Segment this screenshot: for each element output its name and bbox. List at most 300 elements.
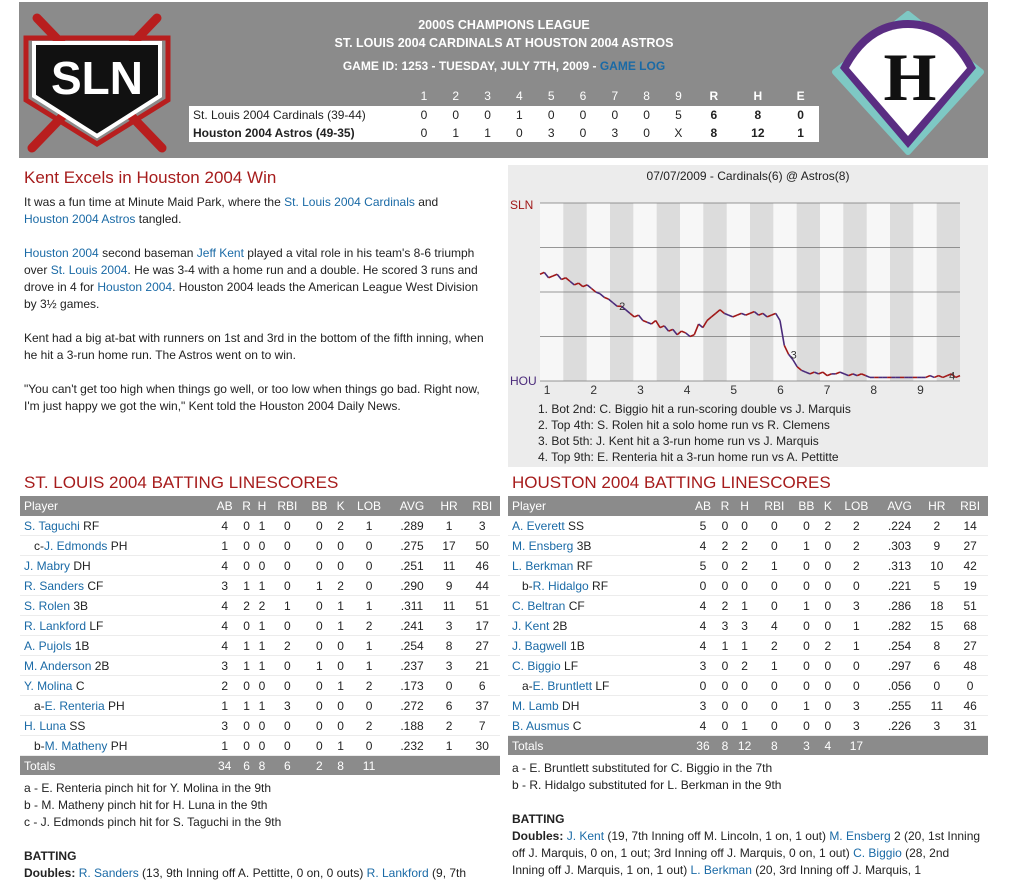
stat-cell: 68 xyxy=(952,616,988,636)
stat-cell: 1 xyxy=(305,656,333,676)
stat-cell: 1 xyxy=(756,556,792,576)
table-row xyxy=(508,656,988,676)
stat-cell: 6 xyxy=(464,676,500,696)
stat-cell: 0 xyxy=(254,716,269,736)
stat-cell: 0 xyxy=(792,656,821,676)
stat-cell: 2 xyxy=(334,576,348,596)
column-header: R xyxy=(239,496,254,516)
event-marker: 3 xyxy=(790,349,797,362)
home-doubles xyxy=(512,828,982,879)
total-e: 0 xyxy=(782,106,819,124)
stat-cell: 0 xyxy=(689,676,718,696)
totals-cell: 17 xyxy=(835,736,878,756)
player-link[interactable]: M. Matheny xyxy=(44,738,108,753)
stat-cell: 0 xyxy=(270,616,306,636)
inning-header: 1 xyxy=(420,89,428,103)
stat-cell: 0 xyxy=(921,676,952,696)
player-link[interactable]: A. Everett xyxy=(512,518,565,533)
stat-cell: 11 xyxy=(921,696,952,716)
player-cell xyxy=(20,716,210,736)
inning-runs: 0 xyxy=(535,106,567,124)
table-row xyxy=(20,656,500,676)
stat-cell: 4 xyxy=(689,716,718,736)
stat-cell: 3 xyxy=(689,696,718,716)
stat-cell: 1 xyxy=(254,576,269,596)
totals-cell: 34 xyxy=(210,756,238,776)
totals-row xyxy=(508,736,988,756)
player-link[interactable]: M. Anderson xyxy=(24,658,92,673)
totals-label: Totals xyxy=(508,736,689,756)
stat-cell: 11 xyxy=(434,556,465,576)
stat-cell: 4 xyxy=(756,616,792,636)
player-cell xyxy=(20,736,210,756)
player-position: C xyxy=(72,678,85,693)
stat-cell: 4 xyxy=(689,636,718,656)
stat-cell: 3 xyxy=(434,656,465,676)
player-link[interactable]: R. Lankford xyxy=(24,618,87,633)
stat-cell: 1 xyxy=(792,696,821,716)
stat-cell: 42 xyxy=(952,556,988,576)
player-link[interactable]: J. Edmonds xyxy=(44,538,108,553)
stat-cell: 0 xyxy=(305,696,333,716)
stat-cell: 0 xyxy=(792,636,821,656)
team-link-cardinals[interactable]: St. Louis 2004 Cardinals xyxy=(284,195,415,209)
stat-cell: 2 xyxy=(270,636,306,656)
stat-cell: 48 xyxy=(952,656,988,676)
chart-event: 1. Bot 2nd: C. Biggio hit a run-scoring double vs J. Marquis xyxy=(538,402,851,416)
x-tick-label: 4 xyxy=(683,383,691,397)
table-row xyxy=(508,636,988,656)
stat-cell: 8 xyxy=(434,636,465,656)
column-header: H xyxy=(254,496,269,516)
linescore-home-row xyxy=(189,124,819,142)
home-batting-heading: BATTING xyxy=(512,812,565,826)
player-cell xyxy=(20,696,210,716)
stat-cell: 2 xyxy=(717,596,732,616)
stat-cell: 1 xyxy=(792,536,821,556)
stat-cell: 0 xyxy=(733,696,757,716)
player-link[interactable]: S. Rolen xyxy=(24,598,71,613)
player-cell xyxy=(508,676,689,696)
stat-cell: 50 xyxy=(464,536,500,556)
stat-cell: 1 xyxy=(239,656,254,676)
player-link[interactable]: E. Bruntlett xyxy=(532,678,593,693)
player-link[interactable]: R. Hidalgo xyxy=(532,578,589,593)
player-cell xyxy=(20,576,210,596)
stat-cell: 4 xyxy=(689,536,718,556)
stat-cell: .232 xyxy=(390,736,433,756)
stat-cell: 1 xyxy=(733,716,757,736)
player-link[interactable]: B. Ausmus xyxy=(512,718,570,733)
doubles-text: (20, 3rd Inning off J. Marquis, 1 xyxy=(751,863,922,877)
stat-cell: 8 xyxy=(921,636,952,656)
event-marker: 2 xyxy=(619,301,626,314)
stat-cell: 2 xyxy=(733,536,757,556)
stat-cell: 1 xyxy=(254,656,269,676)
story-paragraph-3: Kent had a big at-bat with runners on 1st and 3rd in the bottom of the fifth inning, when he hit a 3-run home run. The Astros went on to win. xyxy=(24,331,484,362)
player-link[interactable]: R. Sanders xyxy=(78,866,139,880)
player-cell xyxy=(508,696,689,716)
stat-cell: 4 xyxy=(210,636,238,656)
stat-cell: 2 xyxy=(733,656,757,676)
team-link-st-louis[interactable]: St. Louis 2004 xyxy=(50,263,128,277)
column-header: Player xyxy=(20,496,210,516)
stat-cell: 2 xyxy=(756,636,792,656)
stat-cell: 0 xyxy=(305,536,333,556)
stat-cell: 0 xyxy=(733,516,757,536)
stat-cell: 15 xyxy=(921,616,952,636)
stat-cell: 5 xyxy=(921,576,952,596)
stat-cell: 2 xyxy=(921,516,952,536)
stat-cell: 2 xyxy=(254,596,269,616)
stat-cell: 4 xyxy=(689,616,718,636)
stat-cell: 17 xyxy=(464,616,500,636)
totals-blank xyxy=(390,756,433,776)
table-row xyxy=(508,596,988,616)
player-link[interactable]: S. Taguchi xyxy=(24,518,80,533)
table-row xyxy=(508,716,988,736)
stat-cell: 0 xyxy=(254,556,269,576)
inning-runs: 0 xyxy=(408,106,440,124)
table-row xyxy=(20,696,500,716)
stat-cell: 3 xyxy=(835,596,878,616)
x-tick-label: 6 xyxy=(777,383,784,397)
inning-runs: 0 xyxy=(440,106,472,124)
stat-cell: .221 xyxy=(878,576,922,596)
stat-cell: .226 xyxy=(878,716,922,736)
column-header: LOB xyxy=(348,496,391,516)
inning-runs: 1 xyxy=(440,124,472,142)
stat-cell: 2 xyxy=(835,516,878,536)
column-header: AB xyxy=(210,496,238,516)
stat-cell: 0 xyxy=(334,656,348,676)
stat-cell: 2 xyxy=(717,536,732,556)
totals-cell: 11 xyxy=(348,756,391,776)
stat-cell: 1 xyxy=(305,576,333,596)
player-link[interactable]: M. Ensberg xyxy=(829,829,891,843)
story-paragraph-2 xyxy=(24,245,484,313)
stat-cell: .297 xyxy=(878,656,922,676)
column-header: AVG xyxy=(878,496,922,516)
stat-cell: 0 xyxy=(821,556,835,576)
stat-cell: 11 xyxy=(434,596,465,616)
stat-cell: 0 xyxy=(239,716,254,736)
chart-events xyxy=(538,401,851,465)
column-header: BB xyxy=(305,496,333,516)
player-position: 2B xyxy=(549,618,568,633)
stat-cell: 0 xyxy=(792,556,821,576)
stat-cell: .313 xyxy=(878,556,922,576)
column-header: Player xyxy=(508,496,689,516)
totals-cell: 36 xyxy=(689,736,718,756)
column-header: BB xyxy=(792,496,821,516)
table-row xyxy=(508,696,988,716)
stat-cell: 1 xyxy=(239,696,254,716)
game-id-date: GAME ID: 1253 - TUESDAY, JULY 7TH, 2009 - xyxy=(342,59,600,73)
stat-cell: 17 xyxy=(434,536,465,556)
stat-cell: 0 xyxy=(821,596,835,616)
column-header: RBI xyxy=(464,496,500,516)
x-tick-label: 1 xyxy=(543,383,551,397)
table-row xyxy=(20,716,500,736)
stat-cell: 37 xyxy=(464,696,500,716)
stat-cell: 0 xyxy=(254,736,269,756)
game-info xyxy=(189,59,819,73)
stat-cell: 0 xyxy=(305,736,333,756)
player-link[interactable]: L. Berkman xyxy=(690,863,752,877)
stat-cell: .272 xyxy=(390,696,433,716)
player-cell xyxy=(20,536,210,556)
linescore-header xyxy=(189,86,819,106)
story-text: tangled. xyxy=(135,212,182,226)
away-batting-notes xyxy=(24,780,281,831)
player-link[interactable]: Y. Molina xyxy=(24,678,73,693)
player-link[interactable]: R. Sanders xyxy=(24,578,85,593)
x-tick-label: 3 xyxy=(637,383,644,397)
stat-cell: 1 xyxy=(434,736,465,756)
stat-cell: .282 xyxy=(878,616,922,636)
stat-cell: .241 xyxy=(390,616,433,636)
player-cell xyxy=(20,636,210,656)
stat-cell: 0 xyxy=(717,716,732,736)
chart-event: 4. Top 9th: E. Renteria hit a 3-run home run vs A. Pettitte xyxy=(538,450,839,464)
sub-prefix: c- xyxy=(34,538,44,553)
stat-cell: 0 xyxy=(756,696,792,716)
inning-runs: 3 xyxy=(599,124,631,142)
player-position: PH xyxy=(107,538,128,553)
stat-cell: 2 xyxy=(733,556,757,576)
player-cell xyxy=(20,596,210,616)
stat-cell: .311 xyxy=(390,596,433,616)
stat-cell: 0 xyxy=(270,536,306,556)
player-position: CF xyxy=(565,598,585,613)
stat-cell: 18 xyxy=(921,596,952,616)
stat-cell: 5 xyxy=(689,556,718,576)
stat-cell: 0 xyxy=(254,536,269,556)
stat-cell: 0 xyxy=(821,676,835,696)
inning-header: 5 xyxy=(547,89,555,103)
stat-cell: 2 xyxy=(210,676,238,696)
player-position: 2B xyxy=(91,658,110,673)
player-link[interactable]: E. Renteria xyxy=(44,698,105,713)
player-link[interactable]: M. Lamb xyxy=(512,698,559,713)
stat-cell: 3 xyxy=(210,716,238,736)
league-title: 2000S CHAMPIONS LEAGUE xyxy=(418,18,590,32)
player-position: 1B xyxy=(566,638,585,653)
stat-cell: 3 xyxy=(434,616,465,636)
stat-cell: 2 xyxy=(821,516,835,536)
stat-cell: 3 xyxy=(689,656,718,676)
stat-cell: 0 xyxy=(270,676,306,696)
stat-cell: 0 xyxy=(305,516,333,536)
totals-blank xyxy=(878,736,922,756)
sub-note: a - E. Renteria pinch hit for Y. Molina in the 9th xyxy=(24,781,272,795)
stat-cell: .275 xyxy=(390,536,433,556)
stat-cell: 0 xyxy=(717,576,732,596)
inning-runs: 0 xyxy=(503,124,535,142)
stat-cell: 0 xyxy=(348,556,391,576)
stat-cell: 0 xyxy=(756,536,792,556)
rhe-header: E xyxy=(796,89,805,103)
sub-prefix: b- xyxy=(522,578,533,593)
stat-cell: 2 xyxy=(821,636,835,656)
stat-cell: 4 xyxy=(210,596,238,616)
player-position: 3B xyxy=(70,598,89,613)
player-position: PH xyxy=(104,698,125,713)
total-h: 8 xyxy=(733,106,782,124)
player-link[interactable]: H. Luna xyxy=(24,718,67,733)
totals-cell: 4 xyxy=(821,736,835,756)
totals-cell: 8 xyxy=(717,736,732,756)
table-row xyxy=(20,596,500,616)
player-position: RF xyxy=(573,558,593,573)
stat-cell: 0 xyxy=(305,616,333,636)
player-link-jeff-kent[interactable]: Jeff Kent xyxy=(196,246,244,260)
stat-cell: 3 xyxy=(210,576,238,596)
stat-cell: 0 xyxy=(305,676,333,696)
inning-runs: 0 xyxy=(631,124,663,142)
inning-header: 2 xyxy=(452,89,460,103)
player-link[interactable]: A. Pujols xyxy=(24,638,72,653)
player-position: SS xyxy=(564,518,585,533)
stat-cell: 1 xyxy=(334,736,348,756)
player-link[interactable]: C. Biggio xyxy=(853,846,902,860)
player-cell xyxy=(508,656,689,676)
stat-cell: 46 xyxy=(464,556,500,576)
sub-note: a - E. Bruntlett substituted for C. Biggio in the 7th xyxy=(512,761,773,775)
total-r: 6 xyxy=(694,106,733,124)
stat-cell: 2 xyxy=(334,516,348,536)
story-text: played a vital role in his team's 8-6 triumph over xyxy=(24,246,475,277)
sub-prefix: a- xyxy=(34,698,45,713)
game-log-link[interactable]: GAME LOG xyxy=(599,59,666,73)
stat-cell: 4 xyxy=(210,616,238,636)
stat-cell: .289 xyxy=(390,516,433,536)
stat-cell: 0 xyxy=(835,656,878,676)
table-row xyxy=(508,616,988,636)
matchup-title: ST. LOUIS 2004 CARDINALS AT HOUSTON 2004 ASTROS xyxy=(334,36,674,50)
stat-cell: 0 xyxy=(334,636,348,656)
rhe-header: R xyxy=(709,89,719,103)
stat-cell: .251 xyxy=(390,556,433,576)
player-cell xyxy=(508,716,689,736)
player-position: LF xyxy=(86,618,104,633)
stat-cell: 6 xyxy=(434,696,465,716)
stat-cell: 1 xyxy=(254,516,269,536)
chart-bottom-label: HOU xyxy=(510,374,537,388)
stat-cell: 3 xyxy=(835,696,878,716)
x-tick-label: 2 xyxy=(590,383,598,397)
player-position: 1B xyxy=(71,638,90,653)
table-row xyxy=(508,536,988,556)
home-batting-notes xyxy=(512,760,781,794)
stat-cell: 14 xyxy=(952,516,988,536)
stat-cell: 3 xyxy=(717,616,732,636)
inning-runs: 0 xyxy=(472,106,504,124)
stat-cell: 0 xyxy=(821,576,835,596)
stat-cell: 3 xyxy=(921,716,952,736)
stat-cell: 3 xyxy=(733,616,757,636)
player-cell xyxy=(508,596,689,616)
stat-cell: .254 xyxy=(390,636,433,656)
player-position: RF xyxy=(79,518,100,533)
totals-blank xyxy=(434,756,465,776)
home-batting-title: HOUSTON 2004 BATTING LINESCORES xyxy=(512,473,831,492)
stat-cell: 1 xyxy=(434,516,465,536)
inning-header: 3 xyxy=(484,89,491,103)
stat-cell: 9 xyxy=(434,576,465,596)
player-position: C xyxy=(569,718,582,733)
player-link[interactable]: R. Lankford xyxy=(366,866,429,880)
stat-cell: 0 xyxy=(270,716,306,736)
stat-cell: 1 xyxy=(254,616,269,636)
player-link[interactable]: L. Berkman xyxy=(512,558,574,573)
stat-cell: 2 xyxy=(835,536,878,556)
player-position: PH xyxy=(107,738,128,753)
stat-cell: 6 xyxy=(921,656,952,676)
away-batting-heading: BATTING xyxy=(24,849,77,863)
column-header: AVG xyxy=(390,496,433,516)
player-link[interactable]: J. Bagwell xyxy=(512,638,567,653)
stat-cell: 0 xyxy=(305,716,333,736)
team-link-houston-2[interactable]: Houston 2004 xyxy=(97,280,173,294)
stat-cell: 0 xyxy=(239,736,254,756)
inning-runs: 0 xyxy=(631,106,663,124)
team-link-astros[interactable]: Houston 2004 Astros xyxy=(24,212,136,226)
total-r: 8 xyxy=(694,124,733,142)
player-link[interactable]: J. Kent xyxy=(512,618,550,633)
stat-cell: 0 xyxy=(821,716,835,736)
player-link[interactable]: J. Kent xyxy=(566,829,605,843)
x-tick-label: 7 xyxy=(823,383,831,397)
totals-row xyxy=(20,756,500,776)
player-link[interactable]: J. Mabry xyxy=(24,558,71,573)
stat-cell: 1 xyxy=(210,736,238,756)
stat-cell: 51 xyxy=(464,596,500,616)
player-link[interactable]: C. Biggio xyxy=(512,658,561,673)
stat-cell: 0 xyxy=(270,576,306,596)
away-batting-title: ST. LOUIS 2004 BATTING LINESCORES xyxy=(24,473,339,492)
player-link[interactable]: M. Ensberg xyxy=(512,538,574,553)
stat-cell: 1 xyxy=(348,636,391,656)
stat-cell: 0 xyxy=(239,616,254,636)
stat-cell: 0 xyxy=(270,516,306,536)
totals-cell: 3 xyxy=(792,736,821,756)
doubles-text: (19, 7th Inning off M. Lincoln, 1 on, 1 out) xyxy=(604,829,830,843)
stat-cell: .173 xyxy=(390,676,433,696)
player-link[interactable]: C. Beltran xyxy=(512,598,566,613)
sub-prefix: a- xyxy=(522,678,533,693)
stat-cell: .254 xyxy=(878,636,922,656)
stat-cell: 2 xyxy=(348,616,391,636)
story-paragraph-4: "You can't get too high when things go well, or too low when things go bad. Right now, I'm just happy we got the win," Kent told the Houston 2004 Daily News. xyxy=(24,382,480,413)
stat-cell: 0 xyxy=(305,556,333,576)
stat-cell: 0 xyxy=(270,556,306,576)
x-tick-label: 9 xyxy=(917,383,924,397)
column-header: R xyxy=(717,496,732,516)
stat-cell: 0 xyxy=(334,716,348,736)
stat-cell: 1 xyxy=(210,696,238,716)
player-cell xyxy=(508,636,689,656)
stat-cell: 0 xyxy=(792,516,821,536)
team-link-houston[interactable]: Houston 2004 xyxy=(24,246,99,260)
column-header: RBI xyxy=(756,496,792,516)
stat-cell: 1 xyxy=(717,636,732,656)
inning-header: 4 xyxy=(516,89,523,103)
stat-cell: .303 xyxy=(878,536,922,556)
stat-cell: 1 xyxy=(733,596,757,616)
stat-cell: 0 xyxy=(434,676,465,696)
